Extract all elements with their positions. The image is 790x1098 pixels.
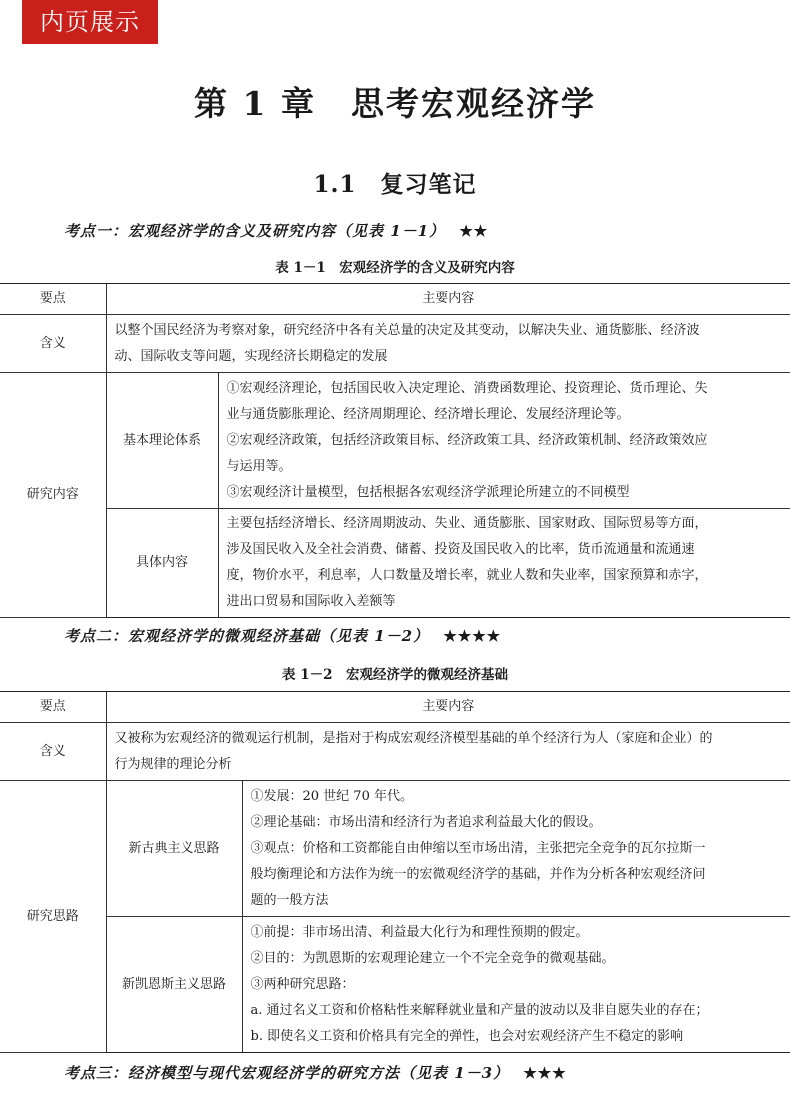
table-1 bbox=[0, 283, 790, 618]
table-1-specific-label: 具体内容 bbox=[106, 509, 218, 618]
key-point-2-label: 考点二：宏观经济学的微观经济基础（见表 1－2） bbox=[64, 627, 430, 645]
key-point-1-stars: ★★ bbox=[459, 222, 489, 240]
table-1-meaning-text: 以整个国民经济为考察对象，研究经济中各有关总量的决定及其变动，以解决失业、通货膨胀、经济波 动、国际收支等问题，实现经济长期稳定的发展 bbox=[106, 315, 790, 373]
table-1-meaning-label: 含义 bbox=[0, 315, 106, 373]
chapter-title: 第 1 章 思考宏观经济学 bbox=[194, 84, 596, 123]
table-2-caption: 表 1－2 宏观经济学的微观经济基础 bbox=[282, 667, 508, 683]
key-point-3-stars: ★★★ bbox=[523, 1064, 567, 1082]
key-point-3 bbox=[64, 1062, 567, 1083]
table-2-header-content: 主要内容 bbox=[106, 692, 790, 723]
table-2-neoclassical-text: ①发展：20 世纪 70 年代。 ②理论基础：市场出清和经济行为者追求利益最大化的假设。 ③观点：价格和工资都能自由伸缩以至市场出清，主张把完全竞争的瓦尔拉斯一 般均衡理论和方法作为统一的宏微观经济学的基础，并作为分析各种宏观经济问 题的一般方法 bbox=[242, 781, 790, 917]
table-2-new-keynesian-text: ①前提：非市场出清、利益最大化行为和理性预期的假定。 ②目的：为凯恩斯的宏观理论建立一个不完全竞争的微观基础。 ③两种研究思路： a. 通过名义工资和价格粘性来解释就业量和产量的波动以及非自愿失业的存在； b. 即使名义工资和价格具有完全的弹性，也会对宏观经济产生不稳定的影响 bbox=[242, 917, 790, 1053]
key-point-1 bbox=[64, 220, 488, 241]
page-badge: 内页展示 bbox=[22, 0, 158, 44]
table-1-caption: 表 1－1 宏观经济学的含义及研究内容 bbox=[275, 260, 515, 276]
key-point-1-label: 考点一：宏观经济学的含义及研究内容（见表 1－1） bbox=[64, 222, 446, 240]
key-point-2 bbox=[64, 625, 501, 646]
table-1-specific-text: 主要包括经济增长、经济周期波动、失业、通货膨胀、国家财政、国际贸易等方面， 涉及国民收入及全社会消费、储蓄、投资及国民收入的比率，货币流通量和流通速 度，物价水平，利息率，人口数量及增长率，就业人数和失业率，国家预算和赤字， 进出口贸易和国际收入差额等 bbox=[218, 509, 790, 618]
table-1-header-point: 要点 bbox=[0, 284, 106, 315]
table-1-basic-text: ①宏观经济理论，包括国民收入决定理论、消费函数理论、投资理论、货币理论、失 业与通货膨胀理论、经济周期理论、经济增长理论、发展经济理论等。 ②宏观经济政策，包括经济政策目标、经济政策工具、经济政策机制、经济政策效应 与运用等。 ③宏观经济计量模型，包括根据各宏观经济学派理论所建立的不同模型 bbox=[218, 373, 790, 509]
table-2-neoclassical-label: 新古典主义思路 bbox=[106, 781, 242, 917]
table-2-meaning-label: 含义 bbox=[0, 723, 106, 781]
table-2-header-point: 要点 bbox=[0, 692, 106, 723]
table-2 bbox=[0, 691, 790, 1053]
key-point-3-label: 考点三：经济模型与现代宏观经济学的研究方法（见表 1－3） bbox=[64, 1064, 510, 1082]
key-point-2-stars: ★★★★ bbox=[443, 627, 502, 645]
table-1-research-label: 研究内容 bbox=[0, 373, 106, 618]
table-1-basic-label: 基本理论体系 bbox=[106, 373, 218, 509]
table-2-meaning-text: 又被称为宏观经济的微观运行机制，是指对于构成宏观经济模型基础的单个经济行为人（家庭和企业）的 行为规律的理论分析 bbox=[106, 723, 790, 781]
table-2-new-keynesian-label: 新凯恩斯主义思路 bbox=[106, 917, 242, 1053]
table-1-header-content: 主要内容 bbox=[106, 284, 790, 315]
table-2-research-label: 研究思路 bbox=[0, 781, 106, 1053]
section-title: 1.1 复习笔记 bbox=[313, 171, 477, 198]
